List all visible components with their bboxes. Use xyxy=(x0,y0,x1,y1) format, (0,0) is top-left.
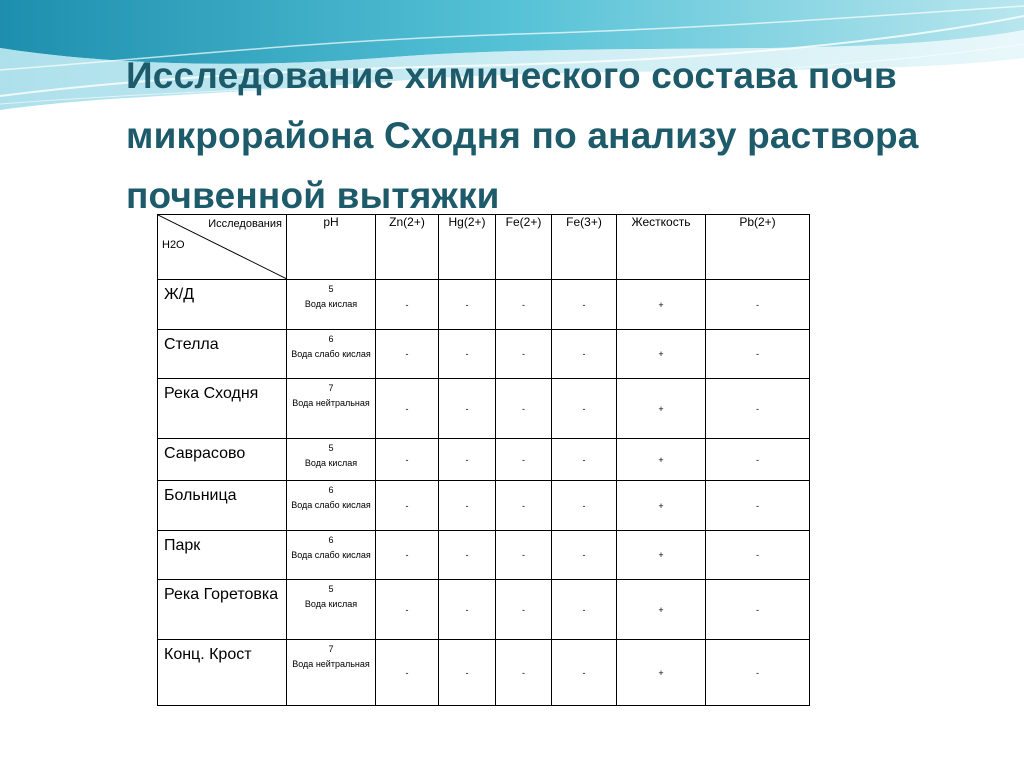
ph-value: 6 xyxy=(328,535,334,545)
column-header: Жесткость xyxy=(617,215,706,280)
fe2-cell: - xyxy=(496,330,552,379)
ph-note: Вода нейтральная xyxy=(292,659,370,669)
hardness-cell: + xyxy=(617,640,706,706)
table-row xyxy=(158,481,810,531)
column-header: Zn(2+) xyxy=(376,215,439,280)
zn-cell: - xyxy=(376,580,439,640)
ph-cell xyxy=(287,280,376,330)
ph-cell xyxy=(287,379,376,439)
pb-cell: - xyxy=(706,640,810,706)
pb-cell: - xyxy=(706,580,810,640)
ph-value: 5 xyxy=(328,584,334,594)
hardness-cell: + xyxy=(617,580,706,640)
hardness-cell: + xyxy=(617,280,706,330)
site-name-cell: Стелла xyxy=(158,330,287,379)
fe3-cell: - xyxy=(552,640,617,706)
site-name-cell: Конц. Крост xyxy=(158,640,287,706)
fe3-cell: - xyxy=(552,531,617,580)
table-row xyxy=(158,280,810,330)
column-header: Pb(2+) xyxy=(706,215,810,280)
site-name-cell: Парк xyxy=(158,531,287,580)
hg-cell: - xyxy=(439,481,496,531)
ph-note: Вода кислая xyxy=(304,299,358,309)
soil-analysis-table xyxy=(157,214,810,706)
hg-cell: - xyxy=(439,580,496,640)
ph-value: 7 xyxy=(328,383,334,393)
ph-cell xyxy=(287,481,376,531)
fe3-cell: - xyxy=(552,330,617,379)
zn-cell: - xyxy=(376,330,439,379)
ph-value: 7 xyxy=(328,644,334,654)
hg-cell: - xyxy=(439,379,496,439)
ph-cell xyxy=(287,580,376,640)
corner-label-top: Исследования xyxy=(208,218,282,230)
ph-value: 5 xyxy=(328,284,334,294)
ph-note: Вода слабо кислая xyxy=(291,349,371,359)
zn-cell: - xyxy=(376,280,439,330)
fe2-cell: - xyxy=(496,640,552,706)
fe2-cell: - xyxy=(496,531,552,580)
ph-cell xyxy=(287,439,376,481)
pb-cell: - xyxy=(706,379,810,439)
ph-value: 5 xyxy=(328,443,334,453)
fe2-cell: - xyxy=(496,439,552,481)
hg-cell: - xyxy=(439,330,496,379)
hardness-cell: + xyxy=(617,379,706,439)
table-header-row xyxy=(158,215,810,280)
pb-cell: - xyxy=(706,481,810,531)
ph-note: Вода кислая xyxy=(304,599,358,609)
ph-note: Вода нейтральная xyxy=(292,398,370,408)
table-row xyxy=(158,379,810,439)
ph-note: Вода слабо кислая xyxy=(291,550,371,560)
fe3-cell: - xyxy=(552,580,617,640)
table-row xyxy=(158,580,810,640)
column-header: Fe(3+) xyxy=(552,215,617,280)
ph-value: 6 xyxy=(328,334,334,344)
table-row xyxy=(158,640,810,706)
table-row xyxy=(158,330,810,379)
column-header: pH xyxy=(287,215,376,280)
hg-cell: - xyxy=(439,280,496,330)
pb-cell: - xyxy=(706,330,810,379)
hardness-cell: + xyxy=(617,330,706,379)
hardness-cell: + xyxy=(617,481,706,531)
column-header: Hg(2+) xyxy=(439,215,496,280)
ph-cell xyxy=(287,640,376,706)
site-name-cell: Ж/Д xyxy=(158,280,287,330)
corner-label-bottom: H2O xyxy=(162,239,185,251)
ph-cell xyxy=(287,330,376,379)
pb-cell: - xyxy=(706,280,810,330)
ph-cell xyxy=(287,531,376,580)
site-name-cell: Река Горетовка xyxy=(158,580,287,640)
fe2-cell: - xyxy=(496,580,552,640)
zn-cell: - xyxy=(376,640,439,706)
fe3-cell: - xyxy=(552,481,617,531)
corner-header-cell xyxy=(158,215,287,280)
pb-cell: - xyxy=(706,439,810,481)
ph-note: Вода кислая xyxy=(304,458,358,468)
hg-cell: - xyxy=(439,531,496,580)
site-name-cell: Саврасово xyxy=(158,439,287,481)
hg-cell: - xyxy=(439,640,496,706)
table-row xyxy=(158,531,810,580)
ph-note: Вода слабо кислая xyxy=(291,500,371,510)
fe2-cell: - xyxy=(496,280,552,330)
hardness-cell: + xyxy=(617,439,706,481)
hg-cell: - xyxy=(439,439,496,481)
site-name-cell: Больница xyxy=(158,481,287,531)
fe3-cell: - xyxy=(552,439,617,481)
zn-cell: - xyxy=(376,439,439,481)
column-header: Fe(2+) xyxy=(496,215,552,280)
fe2-cell: - xyxy=(496,379,552,439)
site-name-cell: Река Сходня xyxy=(158,379,287,439)
table-row xyxy=(158,439,810,481)
zn-cell: - xyxy=(376,481,439,531)
fe3-cell: - xyxy=(552,280,617,330)
slide-title: Исследование химического состава почв микрорайона Сходня по анализу раствора почвенной вытяжки xyxy=(126,55,919,216)
ph-value: 6 xyxy=(328,485,334,495)
hardness-cell: + xyxy=(617,531,706,580)
fe2-cell: - xyxy=(496,481,552,531)
fe3-cell: - xyxy=(552,379,617,439)
zn-cell: - xyxy=(376,531,439,580)
pb-cell: - xyxy=(706,531,810,580)
zn-cell: - xyxy=(376,379,439,439)
